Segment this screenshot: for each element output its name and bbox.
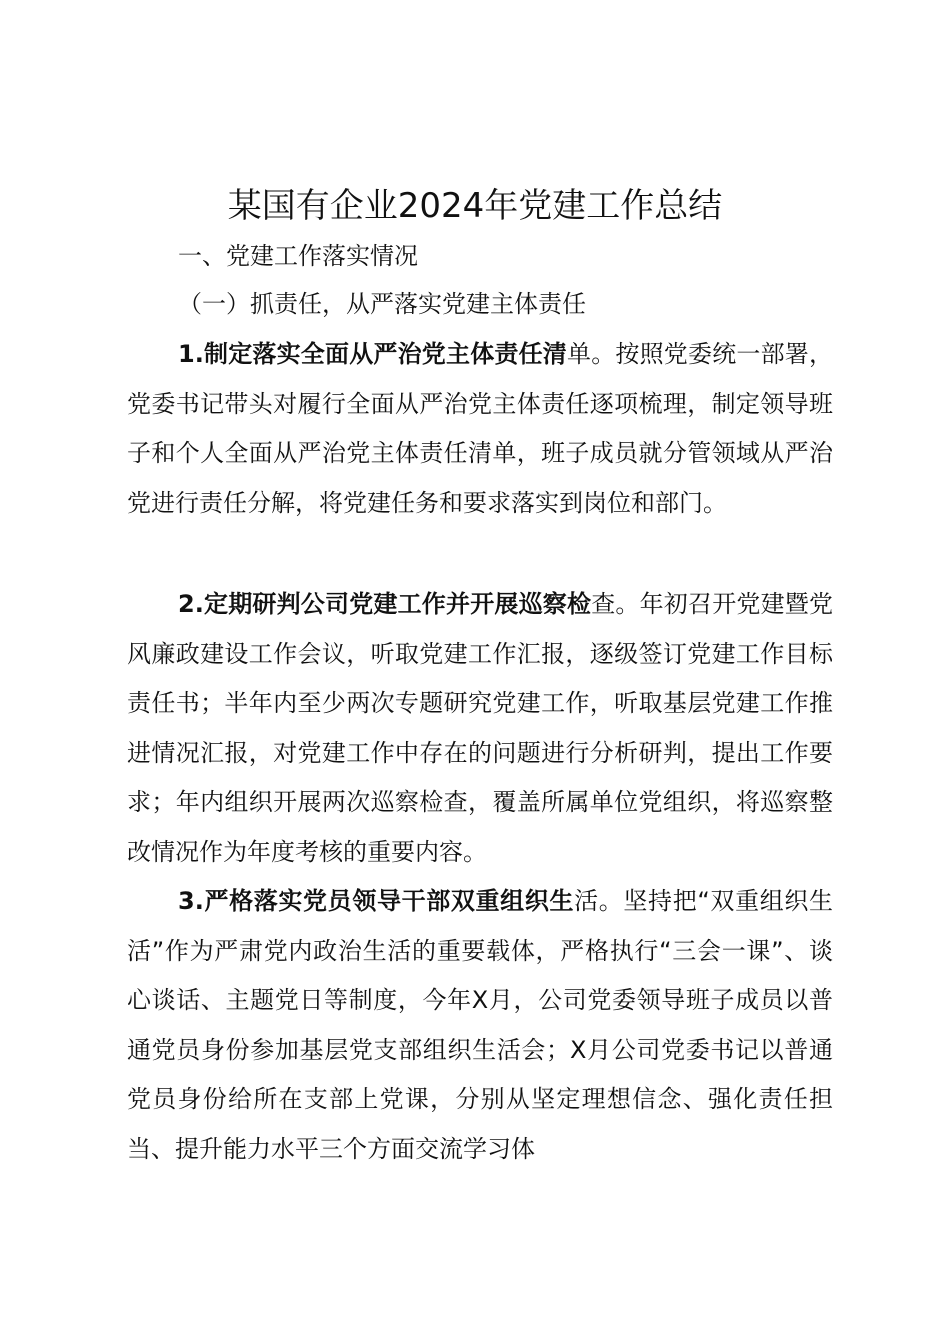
paragraph-3-body: 活。坚持把“双重组织生活”作为严肃党内政治生活的重要载体，严格执行“三会一课”、谈心谈话、主题党日等制度，今年X月，公司党委领导班子成员以普通党员身份参加基层党支部组织生活会；X月公司党委书记以普通党员身份给所在支部上党课，分别从坚定理想信念、强化责任担当、提升能力水平三个方面交流学习体 [127,887,833,1163]
section-heading: 一、党建工作落实情况 [178,242,418,270]
document-title: 某国有企业2024年党建工作总结 [227,186,723,226]
paragraph-2-lead: 2.定期研判公司党建工作并开展巡察检 [178,590,592,618]
paragraph-2 [127,580,833,877]
paragraph-1 [127,330,833,528]
paragraph-1-lead: 1.制定落实全面从严治党主体责任清 [178,340,567,368]
paragraph-2-body: 查。年初召开党建暨党风廉政建设工作会议，听取党建工作汇报，逐级签订党建工作目标责任书；半年内至少两次专题研究党建工作，听取基层党建工作推进情况汇报，对党建工作中存在的问题进行分析研判，提出工作要求；年内组织开展两次巡察检查，覆盖所属单位党组织，将巡察整改情况作为年度考核的重要内容。 [127,590,833,866]
subsection-heading: （一）抓责任，从严落实党建主体责任 [178,290,586,318]
paragraph-3 [127,877,833,1174]
paragraph-3-lead: 3.严格落实党员领导干部双重组织生 [178,887,575,915]
paragraph-1-body: 单。按照党委统一部署，党委书记带头对履行全面从严治党主体责任逐项梳理，制定领导班子和个人全面从严治党主体责任清单，班子成员就分管领域从严治党进行责任分解，将党建任务和要求落实到岗位和部门。 [127,340,833,517]
